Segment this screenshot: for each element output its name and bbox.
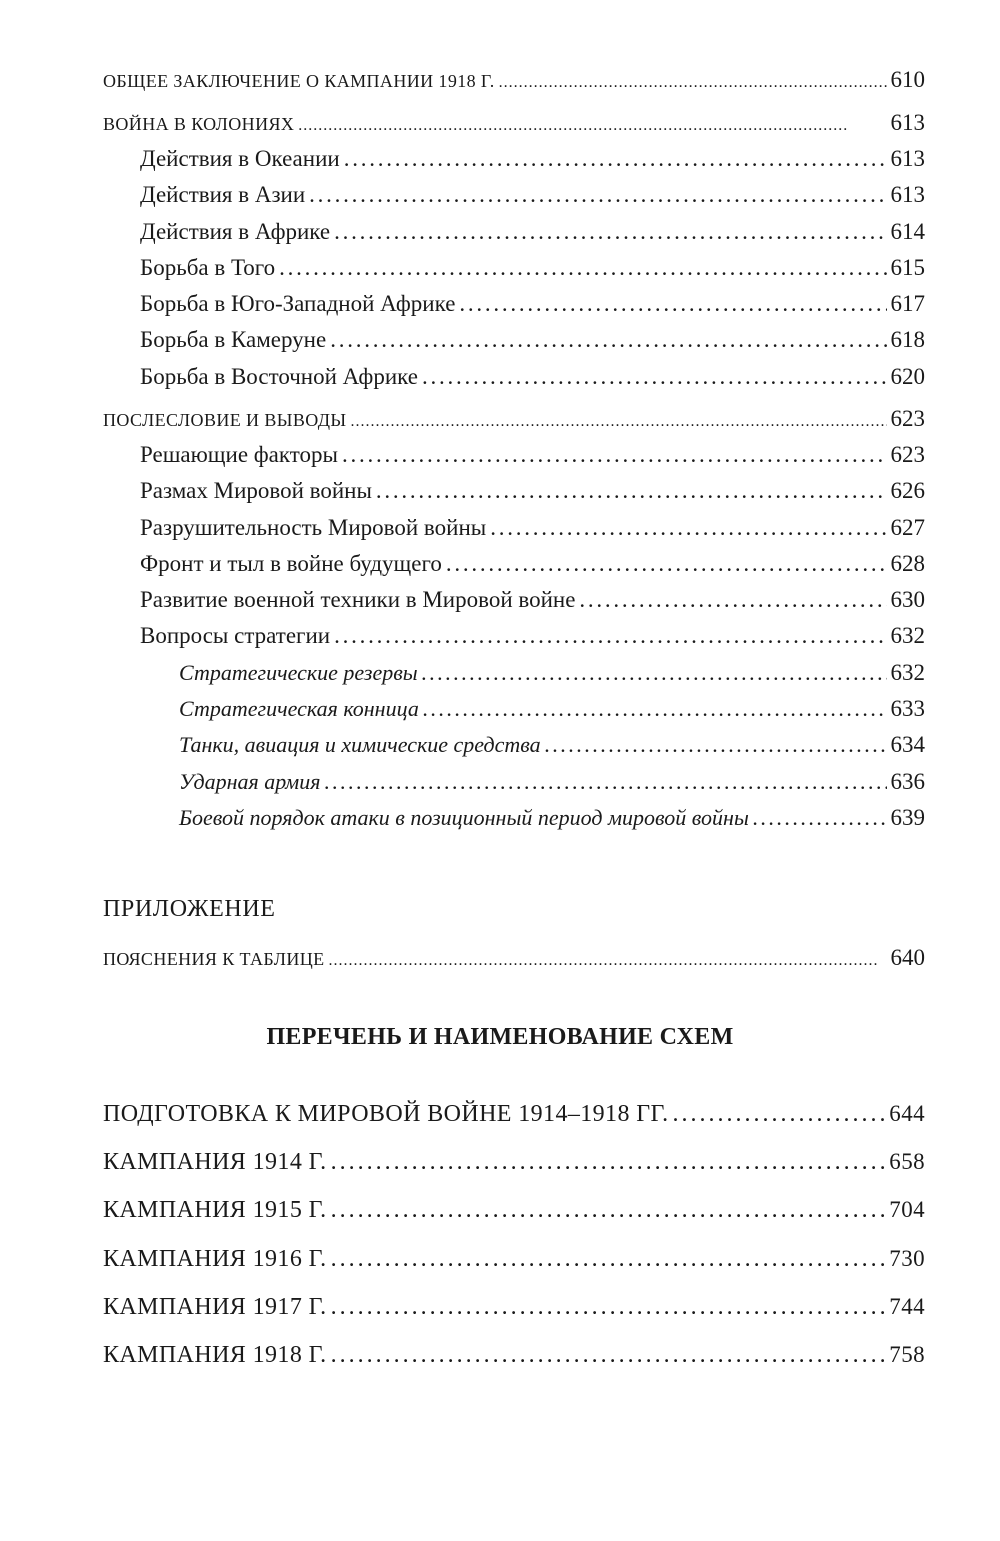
toc-subsubentry[interactable] [103, 655, 925, 691]
leader-dots [422, 359, 887, 395]
leader-dots [331, 1331, 886, 1379]
scheme-entry-page: 658 [889, 1149, 925, 1175]
toc-subentry-title: Действия в Азии [140, 182, 306, 208]
leader-dots [459, 286, 886, 322]
toc-subentry-page: 613 [890, 146, 925, 171]
toc-subentry-title: Решающие факторы [140, 442, 338, 467]
toc-subentry[interactable] [103, 286, 925, 322]
toc-subsubentry[interactable] [103, 800, 925, 836]
leader-dots [344, 141, 887, 177]
toc-subsubentry-title: Танки, авиация и химические средства [179, 732, 541, 758]
toc-subsubentry[interactable] [103, 691, 925, 727]
toc-subentry[interactable] [103, 473, 925, 509]
toc-subsubentry-title: Стратегическая конница [179, 696, 419, 722]
scheme-entry-page: 758 [889, 1341, 925, 1367]
scheme-entry-title: КАМПАНИЯ 1918 Г. [103, 1341, 327, 1368]
toc-subentry-title: Борьба в Того [140, 254, 276, 280]
scheme-entry-title: КАМПАНИЯ 1917 Г. [103, 1293, 327, 1320]
toc-subsubentry-page: 634 [890, 732, 925, 758]
scheme-entry[interactable] [103, 1331, 925, 1379]
leader-dots [329, 943, 887, 979]
leader-dots [422, 655, 887, 691]
toc-entry[interactable] [103, 401, 925, 437]
toc-subentry[interactable] [103, 177, 925, 213]
toc-subentry[interactable] [103, 582, 925, 618]
toc-subentry-page: 618 [890, 327, 925, 353]
scheme-entry[interactable] [103, 1235, 925, 1283]
leader-dots [331, 1283, 886, 1331]
toc-entry-title: ПОСЛЕСЛОВИЕ И ВЫВОДЫ [103, 410, 347, 430]
scheme-entry-page: 644 [889, 1101, 925, 1126]
toc-entry[interactable] [103, 105, 925, 141]
toc-section-appendix [103, 940, 925, 976]
leader-dots [351, 404, 887, 440]
toc-subentry[interactable] [103, 510, 925, 546]
leader-dots [753, 800, 887, 836]
scheme-entry-title: ПОДГОТОВКА К МИРОВОЙ ВОЙНЕ 1914–1918 ГГ. [103, 1101, 669, 1127]
toc-subentry-title: Вопросы стратегии [140, 623, 331, 649]
toc-subsubentry-page: 632 [890, 659, 925, 685]
leader-dots [279, 250, 886, 286]
toc-subentry-page: 617 [890, 291, 925, 317]
toc-subentry-page: 623 [890, 442, 925, 467]
scheme-entry[interactable] [103, 1138, 925, 1186]
toc-subentry-page: 630 [890, 587, 925, 613]
toc-subentry-title: Действия в Океании [140, 146, 340, 171]
toc-subentry[interactable] [103, 250, 925, 286]
toc-entry-page: 623 [890, 406, 925, 431]
toc-subsubentry-title: Стратегические резервы [179, 659, 418, 685]
leader-dots [309, 177, 886, 213]
leader-dots [490, 510, 886, 546]
appendix-heading: ПРИЛОЖЕНИЕ [103, 896, 276, 922]
toc-subentry-title: Развитие военной техники в Мировой войне [140, 587, 576, 613]
leader-dots [545, 727, 887, 763]
toc-subentry[interactable] [103, 359, 925, 395]
toc-subsubentry-page: 636 [890, 768, 925, 794]
leader-dots [334, 618, 886, 654]
toc-entry-title: ПОЯСНЕНИЯ К ТАБЛИЦЕ [103, 949, 325, 969]
scheme-entry-title: КАМПАНИЯ 1914 Г. [103, 1149, 327, 1176]
toc-subsubentry-page: 639 [890, 804, 925, 830]
toc-subentry-title: Борьба в Юго-Западной Африке [140, 291, 456, 317]
scheme-entry-title: КАМПАНИЯ 1915 Г. [103, 1197, 327, 1224]
toc-subentry-title: Фронт и тыл в войне будущего [140, 550, 442, 576]
toc-subentry-title: Разрушительность Мировой войны [140, 514, 487, 540]
toc-section-afterword [103, 401, 925, 836]
leader-dots [342, 437, 887, 473]
leader-dots [331, 1186, 886, 1234]
toc-section-colonial-war [103, 105, 925, 395]
toc-subsubentry-title: Боевой порядок атаки в позиционный период мировой войны [179, 804, 749, 830]
leader-dots [334, 214, 886, 250]
toc-entry-page: 610 [890, 67, 925, 92]
scheme-entry-title: КАМПАНИЯ 1916 Г. [103, 1245, 327, 1272]
leader-dots [331, 1138, 886, 1186]
scheme-entry[interactable] [103, 1186, 925, 1234]
leader-dots [446, 546, 887, 582]
toc-entry-page: 640 [890, 945, 925, 970]
leader-dots [330, 322, 886, 358]
toc-subentry-page: 613 [890, 182, 925, 208]
schemes-heading: ПЕРЕЧЕНЬ И НАИМЕНОВАНИЕ СХЕМ [266, 1024, 734, 1050]
leader-dots [499, 65, 887, 101]
toc-entry-title: ВОЙНА В КОЛОНИЯХ [103, 114, 295, 134]
scheme-entry[interactable] [103, 1090, 925, 1138]
toc-subentry-title: Борьба в Восточной Африке [140, 363, 418, 389]
toc-subentry[interactable] [103, 322, 925, 358]
toc-subentry[interactable] [103, 618, 925, 654]
leader-dots [673, 1090, 886, 1138]
toc-subentry[interactable] [103, 214, 925, 250]
scheme-entry-page: 704 [889, 1197, 925, 1223]
toc-subentry-page: 627 [890, 514, 925, 540]
toc-section-campaign-conclusion [103, 62, 925, 98]
toc-subentry[interactable] [103, 437, 925, 473]
scheme-entry[interactable] [103, 1283, 925, 1331]
toc-subsubentry[interactable] [103, 727, 925, 763]
toc-subentry[interactable] [103, 546, 925, 582]
toc-entry[interactable] [103, 940, 925, 976]
scheme-entry-page: 744 [889, 1293, 925, 1319]
toc-subentry-page: 632 [890, 623, 925, 649]
toc-subentry-title: Действия в Африке [140, 218, 331, 244]
scheme-entry-page: 730 [889, 1245, 925, 1271]
toc-section-schemes [103, 1090, 925, 1379]
toc-subentry-page: 620 [890, 363, 925, 389]
leader-dots [376, 473, 887, 509]
toc-entry-page: 613 [890, 110, 925, 135]
leader-dots [324, 764, 886, 800]
leader-dots [298, 108, 886, 144]
toc-subentry-page: 628 [890, 550, 925, 576]
leader-dots [331, 1235, 886, 1283]
toc-subentry-page: 614 [890, 218, 925, 244]
toc-subsubentry[interactable] [103, 764, 925, 800]
toc-subentry-page: 615 [890, 254, 925, 280]
toc-subsubentry-title: Ударная армия [179, 768, 321, 794]
leader-dots [423, 691, 887, 727]
toc-subentry-page: 626 [890, 478, 925, 504]
toc-subentry-title: Размах Мировой войны [140, 478, 372, 504]
toc-entry[interactable] [103, 62, 925, 98]
leader-dots [579, 582, 886, 618]
toc-entry-title: ОБЩЕЕ ЗАКЛЮЧЕНИЕ О КАМПАНИИ 1918 Г. [103, 71, 495, 91]
toc-subentry-title: Борьба в Камеруне [140, 327, 327, 353]
toc-subsubentry-page: 633 [890, 696, 925, 722]
toc-subentry[interactable] [103, 141, 925, 177]
